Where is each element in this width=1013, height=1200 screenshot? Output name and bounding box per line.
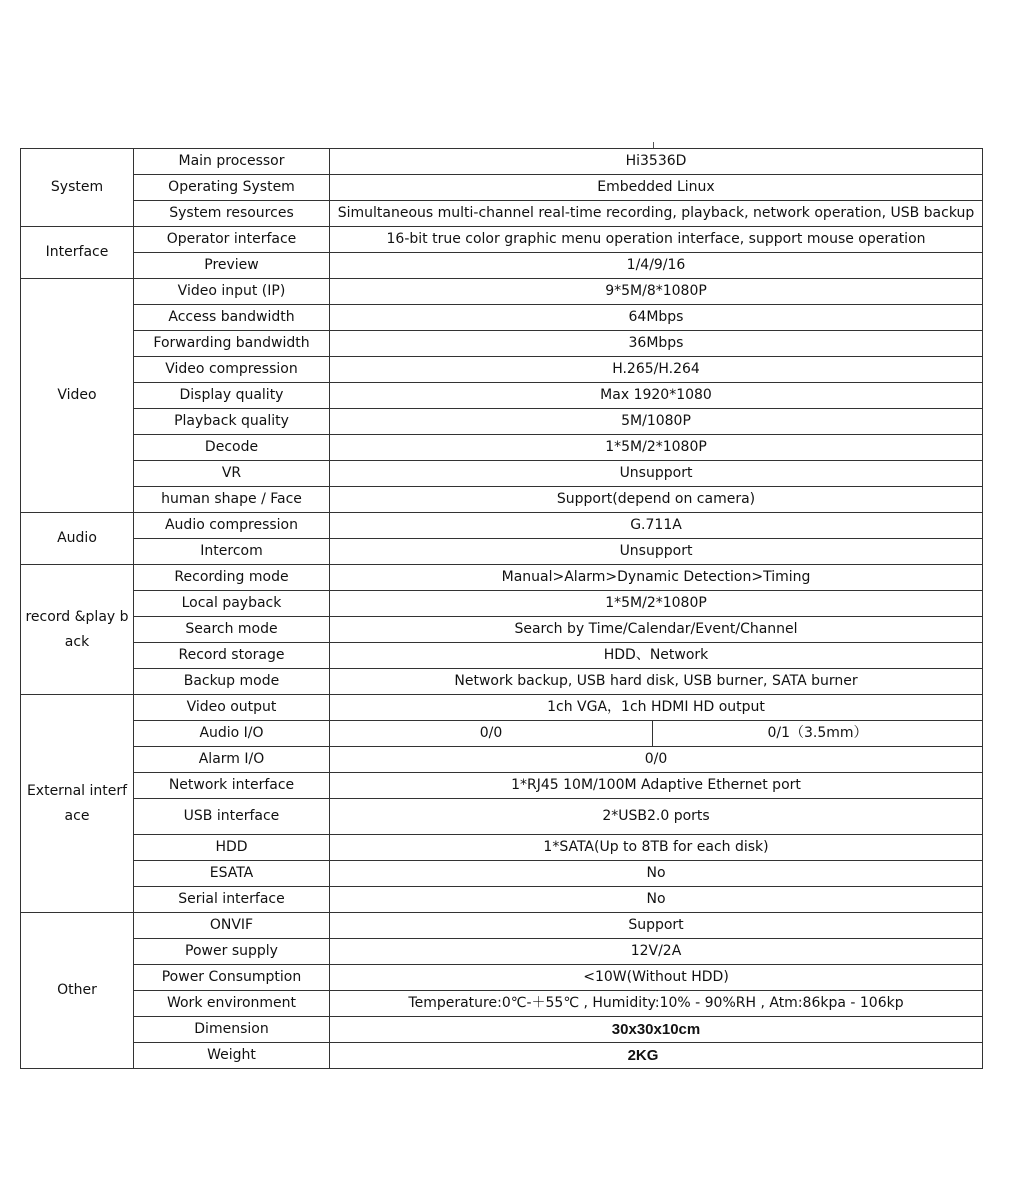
spec-value: No <box>330 887 983 913</box>
table-row <box>21 643 983 669</box>
category-interface: Interface <box>21 227 134 279</box>
table-row <box>21 861 983 887</box>
spec-label: ONVIF <box>134 913 330 939</box>
spec-value: Unsupport <box>330 461 983 487</box>
table-row <box>21 435 983 461</box>
spec-label: Video compression <box>134 357 330 383</box>
spec-value: H.265/H.264 <box>330 357 983 383</box>
spec-value: Search by Time/Calendar/Event/Channel <box>330 617 983 643</box>
spec-value: 1ch VGA，1ch HDMI HD output <box>330 695 983 721</box>
spec-value: HDD、Network <box>330 643 983 669</box>
spec-label: Playback quality <box>134 409 330 435</box>
table-row <box>21 617 983 643</box>
table-row <box>21 887 983 913</box>
table-row <box>21 513 983 539</box>
table-row <box>21 747 983 773</box>
spec-label: Display quality <box>134 383 330 409</box>
spec-label: Network interface <box>134 773 330 799</box>
table-row <box>21 965 983 991</box>
table-row <box>21 175 983 201</box>
table-row <box>21 695 983 721</box>
spec-label: Main processor <box>134 149 330 175</box>
spec-value: 9*5M/8*1080P <box>330 279 983 305</box>
spec-value: Network backup, USB hard disk, USB burner, SATA burner <box>330 669 983 695</box>
spec-value: <10W(Without HDD) <box>330 965 983 991</box>
category-video: Video <box>21 279 134 513</box>
table-row <box>21 331 983 357</box>
table-row <box>21 539 983 565</box>
spec-label: ESATA <box>134 861 330 887</box>
spec-label: Recording mode <box>134 565 330 591</box>
spec-value: 5M/1080P <box>330 409 983 435</box>
table-row <box>21 565 983 591</box>
table-row <box>21 939 983 965</box>
table-row <box>21 357 983 383</box>
table-row <box>21 227 983 253</box>
spec-value: Manual>Alarm>Dynamic Detection>Timing <box>330 565 983 591</box>
spec-label: Audio I/O <box>134 721 330 747</box>
spec-label: Power Consumption <box>134 965 330 991</box>
spec-value: 1*SATA(Up to 8TB for each disk) <box>330 835 983 861</box>
spec-value: No <box>330 861 983 887</box>
spec-label: Local payback <box>134 591 330 617</box>
spec-label: Access bandwidth <box>134 305 330 331</box>
spec-value: Support(depend on camera) <box>330 487 983 513</box>
table-row <box>21 149 983 175</box>
table-row <box>21 461 983 487</box>
table-row <box>21 201 983 227</box>
spec-value: 16-bit true color graphic menu operation interface, support mouse operation <box>330 227 983 253</box>
spec-label: Alarm I/O <box>134 747 330 773</box>
spec-label: Preview <box>134 253 330 279</box>
spec-label: USB interface <box>134 799 330 835</box>
spec-value: Temperature:0℃-＋55℃ , Humidity:10% - 90%RH , Atm:86kpa - 106kp <box>330 991 983 1017</box>
table-row <box>21 669 983 695</box>
spec-value: Max 1920*1080 <box>330 383 983 409</box>
spec-value: 64Mbps <box>330 305 983 331</box>
table-row <box>21 409 983 435</box>
spec-label: Decode <box>134 435 330 461</box>
spec-value: Unsupport <box>330 539 983 565</box>
table-row <box>21 1043 983 1069</box>
spec-value-weight: 2KG <box>330 1043 983 1069</box>
spec-label: Intercom <box>134 539 330 565</box>
spec-value-audio-out: 0/1（3.5mm） <box>653 721 983 747</box>
spec-label: Power supply <box>134 939 330 965</box>
spec-label: Work environment <box>134 991 330 1017</box>
spec-value: Embedded Linux <box>330 175 983 201</box>
spec-label: Backup mode <box>134 669 330 695</box>
table-row <box>21 253 983 279</box>
spec-value: 12V/2A <box>330 939 983 965</box>
spec-value: 1*5M/2*1080P <box>330 591 983 617</box>
spec-value-dimension: 30x30x10cm <box>330 1017 983 1043</box>
table-row <box>21 487 983 513</box>
category-audio: Audio <box>21 513 134 565</box>
category-record-playback: record &play back <box>21 565 134 695</box>
category-external-interface: External interface <box>21 695 134 913</box>
spec-table <box>20 148 983 1069</box>
table-row <box>21 383 983 409</box>
spec-label: Audio compression <box>134 513 330 539</box>
category-other: Other <box>21 913 134 1069</box>
table-row <box>21 799 983 835</box>
table-row <box>21 913 983 939</box>
spec-label: Dimension <box>134 1017 330 1043</box>
spec-value: G.711A <box>330 513 983 539</box>
table-row <box>21 591 983 617</box>
spec-label: Operating System <box>134 175 330 201</box>
spec-label: Operator interface <box>134 227 330 253</box>
table-row <box>21 721 983 747</box>
spec-label: human shape / Face <box>134 487 330 513</box>
spec-value: Simultaneous multi-channel real-time recording, playback, network operation, USB backup <box>330 201 983 227</box>
table-row <box>21 305 983 331</box>
spec-label: Serial interface <box>134 887 330 913</box>
table-row <box>21 279 983 305</box>
table-row <box>21 835 983 861</box>
spec-label: Search mode <box>134 617 330 643</box>
spec-label: System resources <box>134 201 330 227</box>
spec-label: Video input (IP) <box>134 279 330 305</box>
spec-value: Hi3536D <box>330 149 983 175</box>
spec-label: Video output <box>134 695 330 721</box>
spec-label: VR <box>134 461 330 487</box>
table-row <box>21 991 983 1017</box>
spec-label: Weight <box>134 1043 330 1069</box>
spec-value: 36Mbps <box>330 331 983 357</box>
spec-value-audio-in: 0/0 <box>330 721 653 747</box>
spec-value: 0/0 <box>330 747 983 773</box>
category-system: System <box>21 149 134 227</box>
spec-value: 2*USB2.0 ports <box>330 799 983 835</box>
spec-label: Forwarding bandwidth <box>134 331 330 357</box>
spec-label: HDD <box>134 835 330 861</box>
spec-value: 1/4/9/16 <box>330 253 983 279</box>
spec-value: Support <box>330 913 983 939</box>
spec-value: 1*RJ45 10M/100M Adaptive Ethernet port <box>330 773 983 799</box>
spec-label: Record storage <box>134 643 330 669</box>
table-row <box>21 1017 983 1043</box>
table-row <box>21 773 983 799</box>
spec-value: 1*5M/2*1080P <box>330 435 983 461</box>
